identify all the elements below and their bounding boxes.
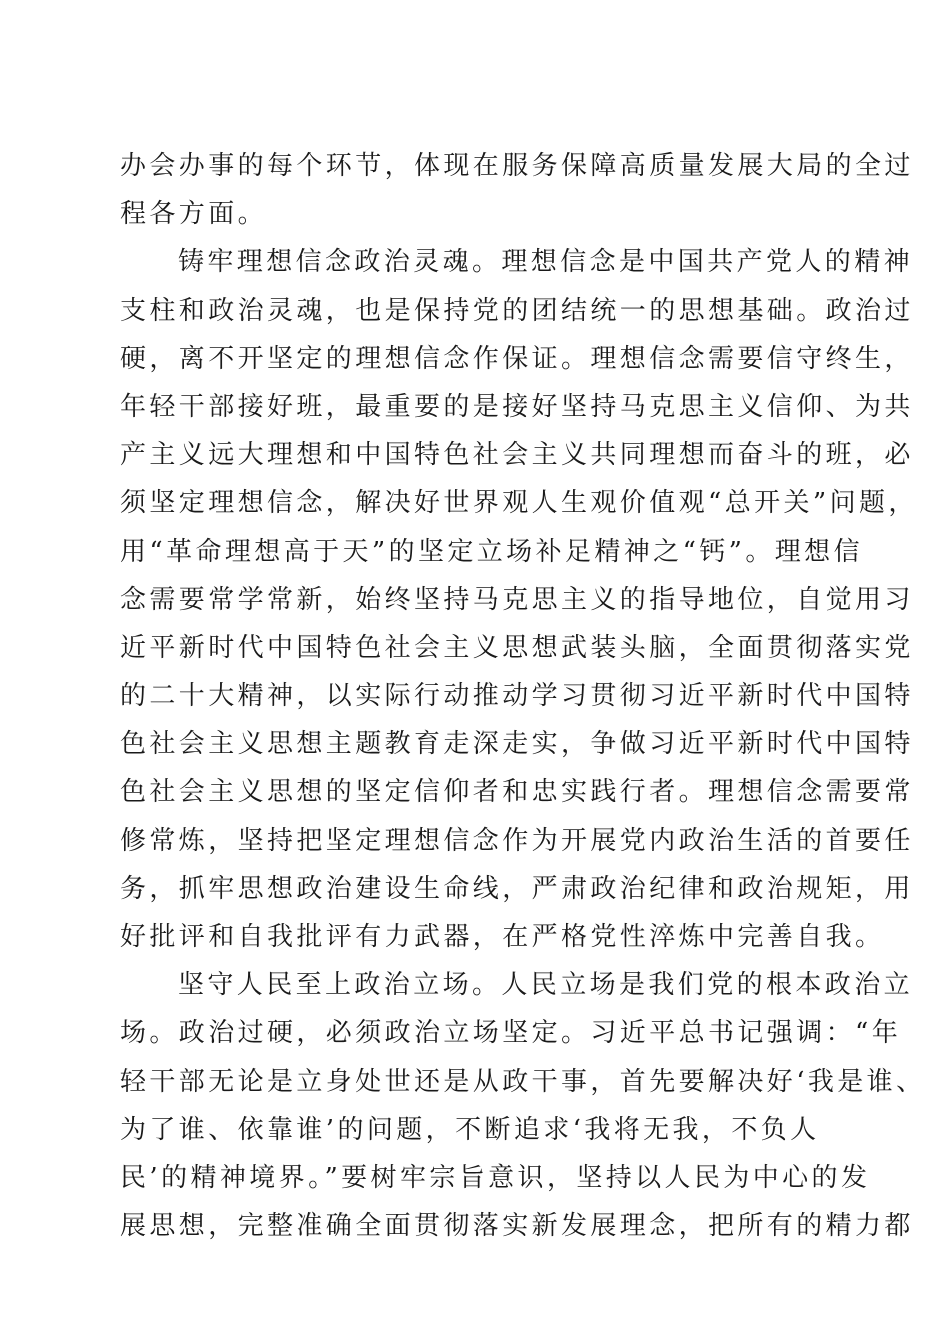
text-line: 支柱和政治灵魂，也是保持党的团结统一的思想基础。政治过 xyxy=(120,295,914,326)
text-line: 展思想，完整准确全面贯彻落实新发展理念，把所有的精力都 xyxy=(120,1211,914,1242)
text-line: 近平新时代中国特色社会主义思想武装头脑，全面贯彻落实党 xyxy=(120,632,914,663)
text-line: 用“革命理想高于天”的坚定立场补足精神之“钙”。理想信 xyxy=(120,536,863,567)
text-line: 色社会主义思想的坚定信仰者和忠实践行者。理想信念需要常 xyxy=(120,777,914,808)
body-text xyxy=(120,142,926,1250)
text-line: 场。政治过硬，必须政治立场坚定。习近平总书记强调：“年 xyxy=(120,1018,902,1049)
text-line: 年轻干部接好班，最重要的是接好坚持马克思主义信仰、为共 xyxy=(120,391,914,422)
text-line: 程各方面。 xyxy=(120,199,268,230)
text-line: 的二十大精神，以实际行动推动学习贯彻习近平新时代中国特 xyxy=(120,681,914,712)
text-line: 念需要常学常新，始终坚持马克思主义的指导地位，自觉用习 xyxy=(120,584,914,615)
paragraph-start-line: 铸牢理想信念政治灵魂。理想信念是中国共产党人的精神 xyxy=(178,247,914,278)
text-line: 轻干部无论是立身处世还是从政干事，首先要解决好‘我是谁、 xyxy=(120,1066,926,1097)
text-line: 民’的精神境界。”要树牢宗旨意识，坚持以人民为中心的发 xyxy=(120,1162,871,1193)
text-line: 须坚定理想信念，解决好世界观人生观价值观“总开关”问题， xyxy=(120,488,918,519)
paragraph-start-line: 坚守人民至上政治立场。人民立场是我们党的根本政治立 xyxy=(178,970,914,1001)
text-line: 产主义远大理想和中国特色社会主义共同理想而奋斗的班，必 xyxy=(120,440,914,471)
text-line: 硬，离不开坚定的理想信念作保证。理想信念需要信守终生， xyxy=(120,343,914,374)
text-line: 修常炼，坚持把坚定理想信念作为开展党内政治生活的首要任 xyxy=(120,825,914,856)
text-line: 好批评和自我批评有力武器，在严格党性淬炼中完善自我。 xyxy=(120,922,885,952)
text-line: 为了谁、依靠谁’的问题，不断追求‘我将无我，不负人 xyxy=(120,1114,820,1145)
text-line: 办会办事的每个环节，体现在服务保障高质量发展大局的全过 xyxy=(120,151,914,181)
text-line: 务，抓牢思想政治建设生命线，严肃政治纪律和政治规矩，用 xyxy=(120,873,914,904)
text-line: 色社会主义思想主题教育走深走实，争做习近平新时代中国特 xyxy=(120,729,914,760)
